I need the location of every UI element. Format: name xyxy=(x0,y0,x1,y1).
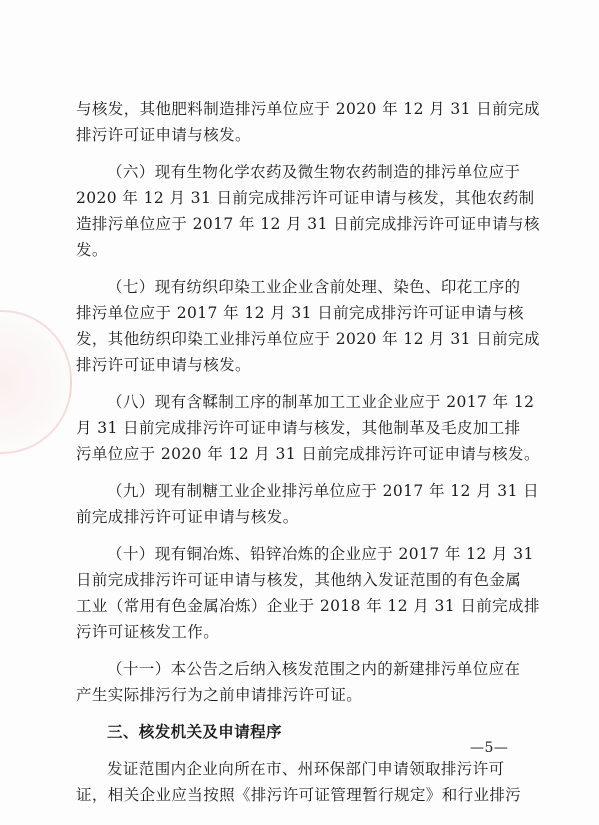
text-line: （十一）本公告之后纳入核发范围之内的新建排污单位应在 xyxy=(107,660,521,678)
red-seal-stamp xyxy=(0,310,72,454)
text-line: 污单位应于 2020 年 12 月 31 日前完成排污许可证申请与核发。 xyxy=(76,445,540,463)
text-line: （六）现有生物化学农药及微生物农药制造的排污单位应于 xyxy=(107,163,521,181)
paragraph-item-11 xyxy=(76,656,526,708)
text-line: 排污许可证申请与核发。 xyxy=(76,126,251,144)
text-line: 工业（常用有色金属冶炼）企业于 2018 年 12 月 31 日前完成排 xyxy=(76,597,540,615)
text-line: （七）现有纺织印染工业企业含前处理、染色、印花工序的 xyxy=(107,278,521,296)
text-line: （八）现有含鞣制工序的制革加工工业企业应于 2017 年 12 xyxy=(107,393,535,411)
paragraph-item-9 xyxy=(76,478,540,530)
text-line: 证，相关企业应当按照《排污许可证管理暂行规定》和行业排污 xyxy=(76,786,522,804)
text-line: 前完成排污许可证申请与核发。 xyxy=(76,508,299,526)
text-line: 产生实际排污行为之前申请排污许可证。 xyxy=(76,686,363,704)
paragraph-item-10 xyxy=(76,541,540,645)
text-line: 日前完成排污许可证申请与核发，其他纳入发证范围的有色金属 xyxy=(76,571,522,589)
text-line: 月 31 日前完成排污许可证申请与核发，其他制革及毛皮加工排 xyxy=(76,419,521,437)
text-line: 发。 xyxy=(76,241,108,259)
section-heading xyxy=(76,719,526,745)
section-title: 三、核发机关及申请程序 xyxy=(107,723,282,741)
paragraph-continuation xyxy=(76,96,540,148)
text-line: 排污许可证申请与核发。 xyxy=(76,356,251,374)
text-line: 造排污单位应于 2017 年 12 月 31 日前完成排污许可证申请与核 xyxy=(76,215,540,233)
text-line: （十）现有铜冶炼、铅锌冶炼的企业应于 2017 年 12 月 31 xyxy=(107,545,534,563)
paragraph-item-8 xyxy=(76,389,540,467)
text-line: 排污单位应于 2017 年 12 月 31 日前完成排污许可证申请与核 xyxy=(76,304,524,322)
text-line: 与核发，其他肥料制造排污单位应于 2020 年 12 月 31 日前完成 xyxy=(76,100,540,118)
text-line: 发证范围内企业向所在市、州环保部门申请领取排污许可 xyxy=(107,760,505,778)
text-line: 污许可证核发工作。 xyxy=(76,623,220,641)
paragraph-procedure xyxy=(76,756,526,808)
text-line: （九）现有制糖工业企业排污单位应于 2017 年 12 月 31 日 xyxy=(107,482,540,500)
text-line: 发，其他纺织印染工业排污单位应于 2020 年 12 月 31 日前完成 xyxy=(76,330,540,348)
body-text xyxy=(76,96,540,819)
text-line: 2020 年 12 月 31 日前完成排污许可证申请与核发，其他农药制 xyxy=(76,189,535,207)
paragraph-item-7 xyxy=(76,274,540,378)
paragraph-item-6 xyxy=(76,159,540,263)
page-number: —5— xyxy=(470,740,509,756)
